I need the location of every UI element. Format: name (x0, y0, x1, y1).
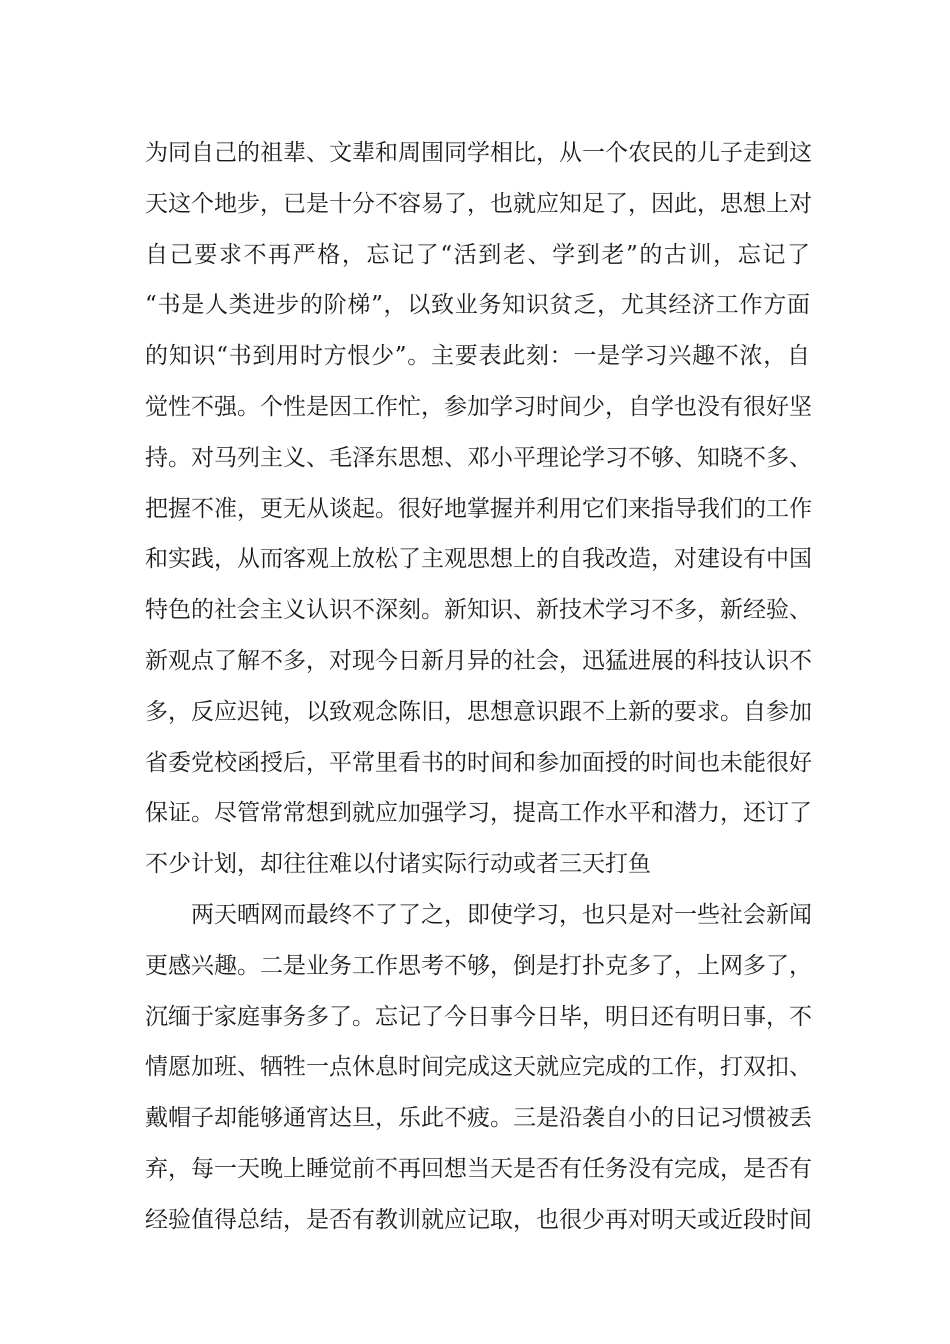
text-line: 新观点了解不多，对现今日新月异的社会，迅猛进展的科技认识不 (145, 647, 812, 674)
text-line: 沉缅于家庭事务多了。忘记了今日事今日毕，明日还有明日事，不 (145, 1003, 812, 1030)
text-line: 和实践，从而客观上放松了主观思想上的自我改造，对建设有中国 (145, 546, 812, 573)
text-line: 戴帽子却能够通宵达旦，乐此不疲。三是沿袭自小的日记习惯被丢 (145, 1105, 812, 1132)
text-line: 自己要求不再严格，忘记了“活到老、学到老”的古训，忘记了 (145, 241, 810, 268)
text-line: 把握不准，更无从谈起。很好地掌握并利用它们来指导我们的工作 (145, 495, 812, 522)
text-line: 情愿加班、牺牲一点休息时间完成这天就应完成的工作，打双扣、 (145, 1054, 812, 1081)
text-line: 省委党校函授后，平常里看书的时间和参加面授的时间也未能很好 (145, 749, 812, 776)
text-line: 弃，每一天晚上睡觉前不再回想当天是否有任务没有完成，是否有 (145, 1155, 812, 1182)
paragraph-1 (145, 130, 810, 892)
text-line: 觉性不强。个性是因工作忙，参加学习时间少，自学也没有很好坚 (145, 393, 812, 420)
text-line: 为同自己的祖辈、文辈和周围同学相比，从一个农民的儿子走到这 (145, 140, 812, 166)
text-line: 保证。尽管常常想到就应加强学习，提高工作水平和潜力，还订了 (145, 800, 812, 827)
text-line: 经验值得总结，是否有教训就应记取，也很少再对明天或近段时间 (145, 1206, 812, 1233)
text-line: 两天晒网而最终不了了之，即使学习，也只是对一些社会新闻 (191, 901, 812, 928)
text-line: 多，反应迟钝，以致观念陈旧，思想意识跟不上新的要求。自参加 (145, 698, 812, 725)
text-line: 特色的社会主义认识不深刻。新知识、新技术学习不多，新经验、 (145, 597, 812, 624)
text-line: 更感兴趣。二是业务工作思考不够，倒是打扑克多了，上网多了， (145, 952, 812, 979)
text-line: “书是人类进步的阶梯”，以致业务知识贫乏，尤其经济工作方面 (145, 292, 810, 319)
text-line: 不少计划，却往往难以付诸实际行动或者三天打鱼 (145, 851, 651, 878)
body-text (145, 130, 810, 1248)
paragraph-2 (145, 892, 810, 1248)
text-line: 持。对马列主义、毛泽东思想、邓小平理论学习不够、知晓不多、 (145, 444, 812, 471)
text-line: 天这个地步，已是十分不容易了，也就应知足了，因此，思想上对 (145, 190, 812, 217)
text-line: 的知识“书到用时方恨少”。主要表此刻：一是学习兴趣不浓，自 (145, 343, 810, 370)
